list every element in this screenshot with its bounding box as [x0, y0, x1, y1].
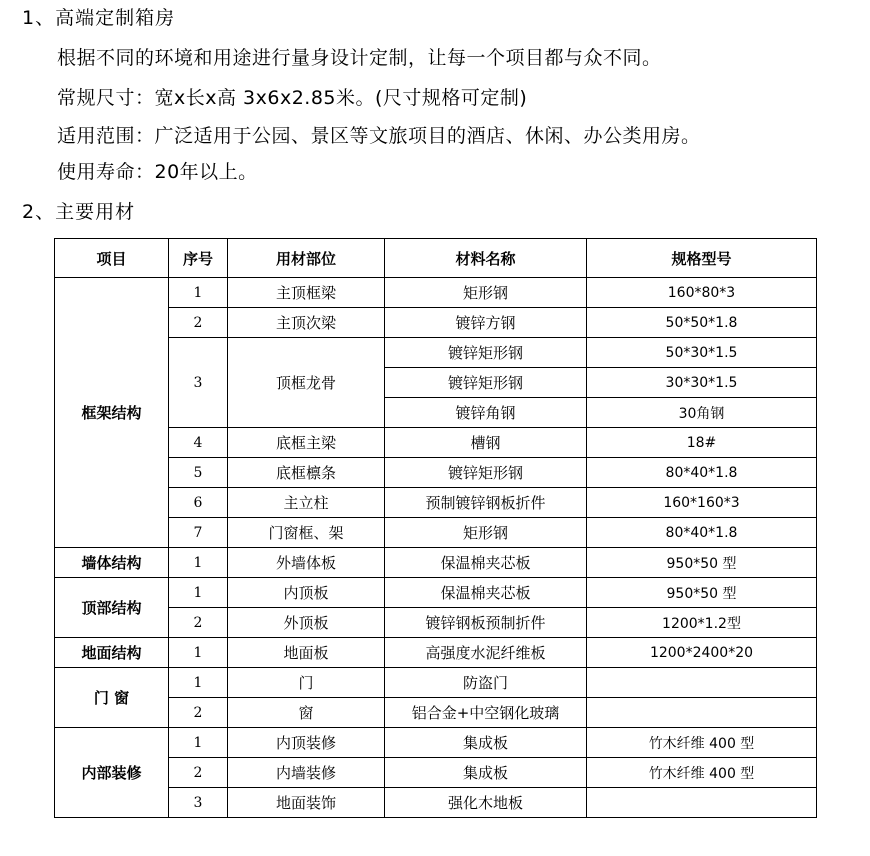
spec-cell: 30角钢 — [587, 398, 817, 428]
table-row — [55, 548, 817, 578]
material-cell: 矩形钢 — [385, 278, 587, 308]
spec-cell — [587, 668, 817, 698]
spec-cell: 950*50 型 — [587, 548, 817, 578]
material-cell: 保温棉夹芯板 — [385, 548, 587, 578]
table-row — [55, 578, 817, 608]
application-scope-paragraph: 适用范围：广泛适用于公园、景区等文旅项目的酒店、休闲、办公类用房。 — [57, 125, 701, 147]
table-row — [55, 428, 817, 458]
table-row — [55, 458, 817, 488]
table-row — [55, 308, 817, 338]
part-cell: 地面装饰 — [228, 788, 385, 818]
category-cell: 内部装修 — [55, 728, 169, 818]
category-cell: 门 窗 — [55, 668, 169, 728]
index-cell: 2 — [169, 698, 228, 728]
spec-cell — [587, 698, 817, 728]
part-cell: 外墙体板 — [228, 548, 385, 578]
part-cell: 内顶装修 — [228, 728, 385, 758]
spec-cell: 160*80*3 — [587, 278, 817, 308]
material-cell: 保温棉夹芯板 — [385, 578, 587, 608]
material-cell: 集成板 — [385, 728, 587, 758]
index-cell: 1 — [169, 548, 228, 578]
spec-cell: 160*160*3 — [587, 488, 817, 518]
index-cell: 2 — [169, 758, 228, 788]
table-row — [55, 698, 817, 728]
category-cell: 地面结构 — [55, 638, 169, 668]
part-cell: 外顶板 — [228, 608, 385, 638]
table-row — [55, 608, 817, 638]
material-cell: 集成板 — [385, 758, 587, 788]
material-cell: 镀锌角钢 — [385, 398, 587, 428]
part-cell: 窗 — [228, 698, 385, 728]
spec-cell: 18# — [587, 428, 817, 458]
section-heading-main-materials: 2、主要用材 — [22, 201, 136, 223]
spec-cell: 80*40*1.8 — [587, 458, 817, 488]
material-cell: 强化木地板 — [385, 788, 587, 818]
header-item: 项目 — [55, 239, 169, 278]
part-cell: 底框檩条 — [228, 458, 385, 488]
material-cell: 防盗门 — [385, 668, 587, 698]
spec-cell: 50*30*1.5 — [587, 338, 817, 368]
part-cell: 内顶板 — [228, 578, 385, 608]
material-cell: 矩形钢 — [385, 518, 587, 548]
part-cell: 主顶框梁 — [228, 278, 385, 308]
material-cell: 镀锌矩形钢 — [385, 368, 587, 398]
section-heading-customized-container: 1、高端定制箱房 — [22, 7, 176, 29]
index-cell: 7 — [169, 518, 228, 548]
index-cell: 4 — [169, 428, 228, 458]
table-row — [55, 488, 817, 518]
table-row — [55, 668, 817, 698]
part-cell: 主立柱 — [228, 488, 385, 518]
material-cell: 铝合金+中空钢化玻璃 — [385, 698, 587, 728]
material-cell: 预制镀锌钢板折件 — [385, 488, 587, 518]
category-cell: 框架结构 — [55, 278, 169, 548]
index-cell: 1 — [169, 668, 228, 698]
standard-size-paragraph: 常规尺寸：宽x长x高 3x6x2.85米。(尺寸规格可定制) — [57, 87, 528, 109]
index-cell: 2 — [169, 608, 228, 638]
service-life-paragraph: 使用寿命：20年以上。 — [57, 161, 258, 183]
table-row — [55, 338, 817, 368]
table-row — [55, 638, 817, 668]
spec-cell: 竹木纤维 400 型 — [587, 728, 817, 758]
index-cell: 1 — [169, 578, 228, 608]
spec-cell: 80*40*1.8 — [587, 518, 817, 548]
header-part: 用材部位 — [228, 239, 385, 278]
table-row — [55, 518, 817, 548]
category-cell: 墙体结构 — [55, 548, 169, 578]
table-header-row — [55, 239, 817, 278]
material-cell: 高强度水泥纤维板 — [385, 638, 587, 668]
spec-cell: 30*30*1.5 — [587, 368, 817, 398]
material-cell: 镀锌钢板预制折件 — [385, 608, 587, 638]
index-cell: 2 — [169, 308, 228, 338]
spec-cell — [587, 788, 817, 818]
part-cell: 门 — [228, 668, 385, 698]
materials-table — [54, 238, 817, 818]
table-row — [55, 728, 817, 758]
category-cell: 顶部结构 — [55, 578, 169, 638]
material-cell: 镀锌方钢 — [385, 308, 587, 338]
index-cell: 1 — [169, 278, 228, 308]
spec-cell: 1200*1.2型 — [587, 608, 817, 638]
header-index: 序号 — [169, 239, 228, 278]
part-cell: 主顶次梁 — [228, 308, 385, 338]
index-cell: 6 — [169, 488, 228, 518]
table-row — [55, 278, 817, 308]
part-cell: 内墙装修 — [228, 758, 385, 788]
spec-cell: 50*50*1.8 — [587, 308, 817, 338]
index-cell: 5 — [169, 458, 228, 488]
spec-cell: 竹木纤维 400 型 — [587, 758, 817, 788]
index-cell: 3 — [169, 788, 228, 818]
part-cell: 底框主梁 — [228, 428, 385, 458]
spec-cell: 1200*2400*20 — [587, 638, 817, 668]
header-spec: 规格型号 — [587, 239, 817, 278]
table-row — [55, 788, 817, 818]
part-cell: 门窗框、架 — [228, 518, 385, 548]
material-cell: 镀锌矩形钢 — [385, 338, 587, 368]
part-cell: 顶框龙骨 — [228, 338, 385, 428]
part-cell: 地面板 — [228, 638, 385, 668]
material-cell: 镀锌矩形钢 — [385, 458, 587, 488]
index-cell: 3 — [169, 338, 228, 428]
header-material: 材料名称 — [385, 239, 587, 278]
index-cell: 1 — [169, 728, 228, 758]
spec-cell: 950*50 型 — [587, 578, 817, 608]
table-row — [55, 758, 817, 788]
description-paragraph: 根据不同的环境和用途进行量身设计定制，让每一个项目都与众不同。 — [57, 47, 662, 69]
material-cell: 槽钢 — [385, 428, 587, 458]
index-cell: 1 — [169, 638, 228, 668]
